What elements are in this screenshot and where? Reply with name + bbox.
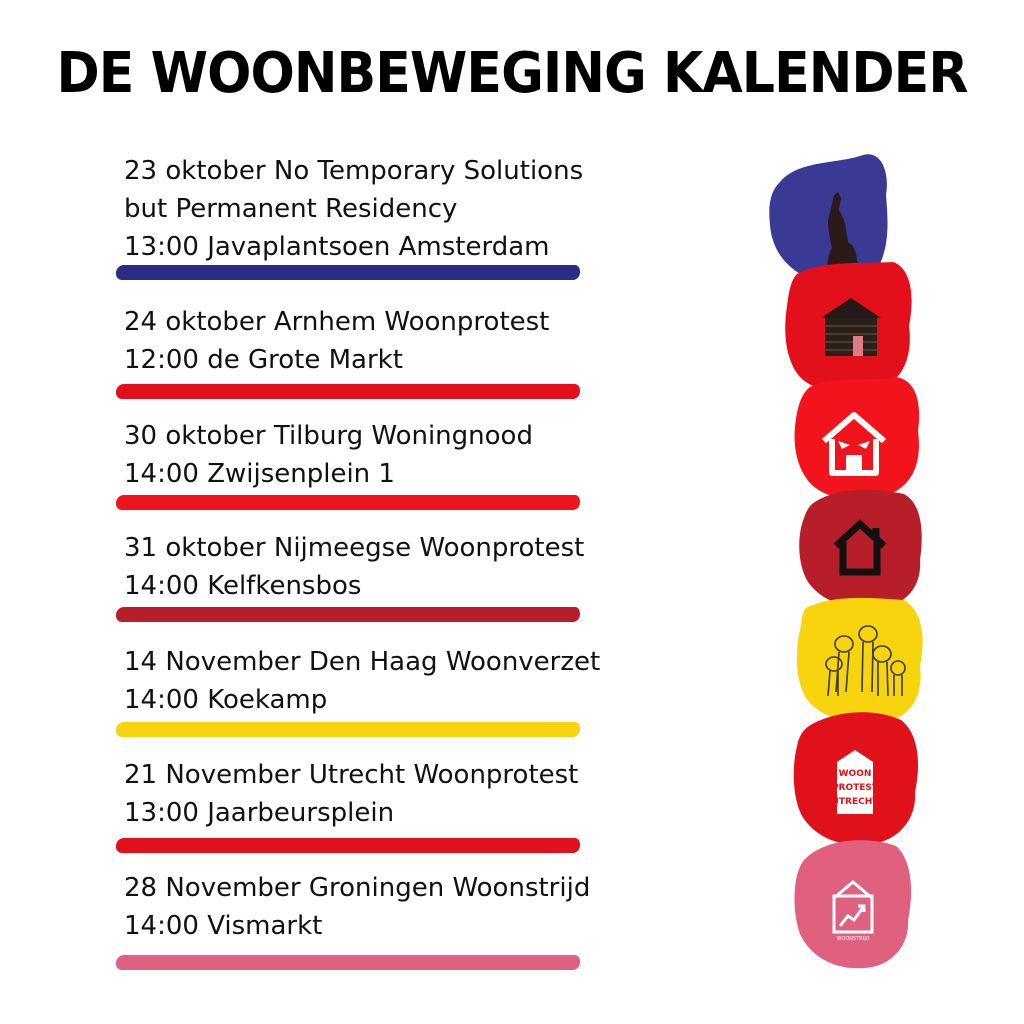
event-item <box>124 756 684 832</box>
event-item <box>124 643 684 719</box>
event-time-location: 14:00 Kelfkensbos <box>124 571 362 601</box>
event-underline <box>116 955 580 970</box>
event-time-location: 14:00 Koekamp <box>124 685 328 715</box>
event-underline <box>116 384 580 399</box>
event-time-location: 13:00 Javaplantsoen Amsterdam <box>124 232 550 262</box>
event-date-title-continued: but Permanent Residency <box>124 194 458 224</box>
event-date-title: 24 oktober Arnhem Woonprotest <box>124 307 550 337</box>
event-date-title: 30 oktober Tilburg Woningnood <box>124 421 533 451</box>
event-item <box>124 303 684 379</box>
logo-text-woonstrijd: WOONSTRIJD <box>836 936 870 942</box>
event-underline <box>116 722 580 737</box>
woonstrijd-logo <box>792 832 914 972</box>
event-date-title: 28 November Groningen Woonstrijd <box>124 873 591 903</box>
event-time-location: 14:00 Vismarkt <box>124 911 323 941</box>
event-item <box>124 529 684 605</box>
event-time-location: 12:00 de Grote Markt <box>124 345 403 375</box>
page-title: DE WOONBEWEGING KALENDER <box>56 41 968 106</box>
event-date-title: 31 oktober Nijmeegse Woonprotest <box>124 533 585 563</box>
event-item <box>124 152 684 266</box>
logo-text-utrecht: UTRECHT <box>831 797 879 807</box>
event-item <box>124 417 684 493</box>
event-date-title: 21 November Utrecht Woonprotest <box>124 760 579 790</box>
event-item <box>124 869 684 945</box>
logo-text-woon: WOON <box>838 769 872 779</box>
house-outline-icon <box>796 482 924 610</box>
logo-text-protest: PROTEST <box>831 783 879 793</box>
event-underline <box>116 265 580 280</box>
event-underline <box>116 495 580 510</box>
event-underline <box>116 607 580 622</box>
event-underline <box>116 838 580 853</box>
woonprotest-utrecht-logo <box>791 706 923 848</box>
event-time-location: 13:00 Jaarbeursplein <box>124 798 395 828</box>
event-date-title: 14 November Den Haag Woonverzet <box>124 647 601 677</box>
event-date-title: 23 oktober No Temporary Solutions <box>124 156 584 186</box>
event-time-location: 14:00 Zwijsenplein 1 <box>124 459 395 489</box>
